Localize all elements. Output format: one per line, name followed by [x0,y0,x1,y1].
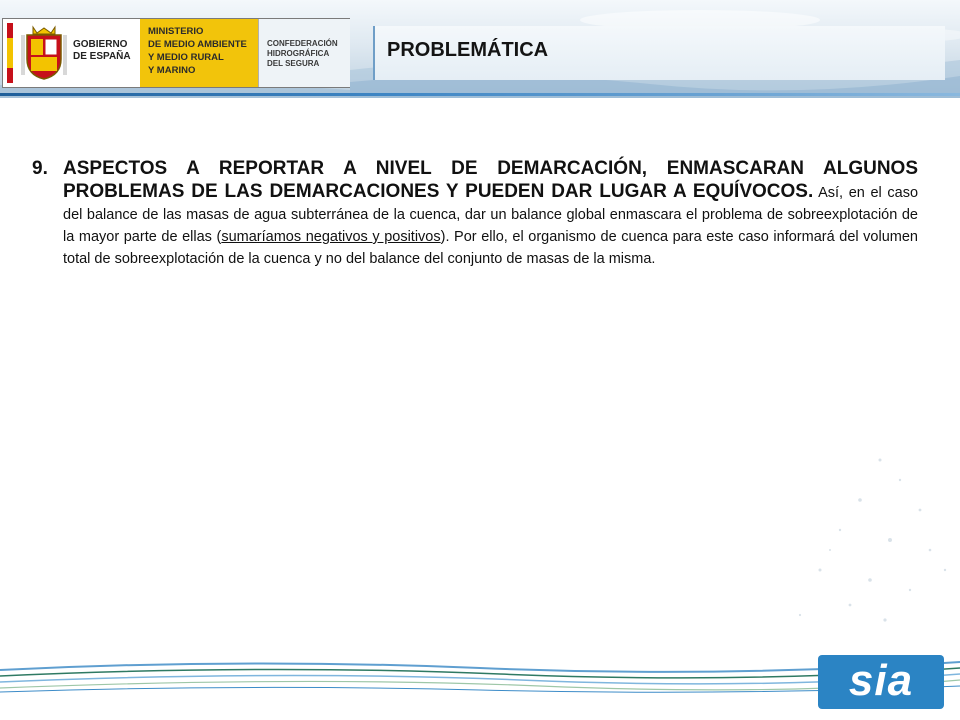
confederacion-logo [258,19,350,87]
flag-stripe [7,23,13,83]
gobierno-espana-logo [3,19,140,87]
confederacion-line-2: HIDROGRÁFICA [267,49,330,58]
confederacion-label [267,39,338,69]
gobierno-line-1: GOBIERNO [73,39,128,50]
ministerio-line-1: MINISTERIO [148,26,204,37]
confederacion-line-3: DEL SEGURA [267,59,320,68]
ministerio-line-2: DE MEDIO AMBIENTE [148,39,247,50]
item-text-part2: ). Por ello, el organismo de cuenca para este caso informará del volumen total de sobreexplotación de la cuenca y no del balance del conjunto de masas de la misma. [63,229,918,267]
item-text-part1: Así, en el caso del balance de las masas de agua subterránea de la cuenca, dar un balance global enmascara el problema de sobreexplotación de la mayor parte de ellas ( [63,185,919,245]
title-banner [373,26,945,80]
gobierno-label [73,39,131,63]
sia-logo [818,655,944,709]
gobierno-line-2: DE ESPAÑA [73,51,131,62]
ministerio-line-3: Y MEDIO RURAL [148,52,224,63]
confederacion-line-1: CONFEDERACIÓN [267,39,338,48]
decorative-splash [760,440,960,660]
item-paragraph [63,157,918,270]
header-divider [0,93,960,96]
item-number: 9. [32,158,48,179]
ministry-logo [2,18,350,88]
footer-waves [0,640,960,720]
coat-of-arms-icon [19,25,69,81]
item-text-underlined: sumaríamos negativos y positivos [221,229,441,245]
sia-logo-text: sia [848,656,914,705]
item-heading: ASPECTOS A REPORTAR A NIVEL DE DEMARCACIÓN, ENMASCARAN ALGUNOS PROBLEMAS DE LAS DEMARCACIONES Y PUEDEN DAR LUGAR A EQUÍVOCOS. [63,158,918,202]
ministerio-label [148,25,247,77]
slide-title: PROBLEMÁTICA [387,39,549,61]
slide-header [0,0,960,98]
ministerio-line-4: Y MARINO [148,65,196,76]
ministerio-logo [140,19,258,87]
